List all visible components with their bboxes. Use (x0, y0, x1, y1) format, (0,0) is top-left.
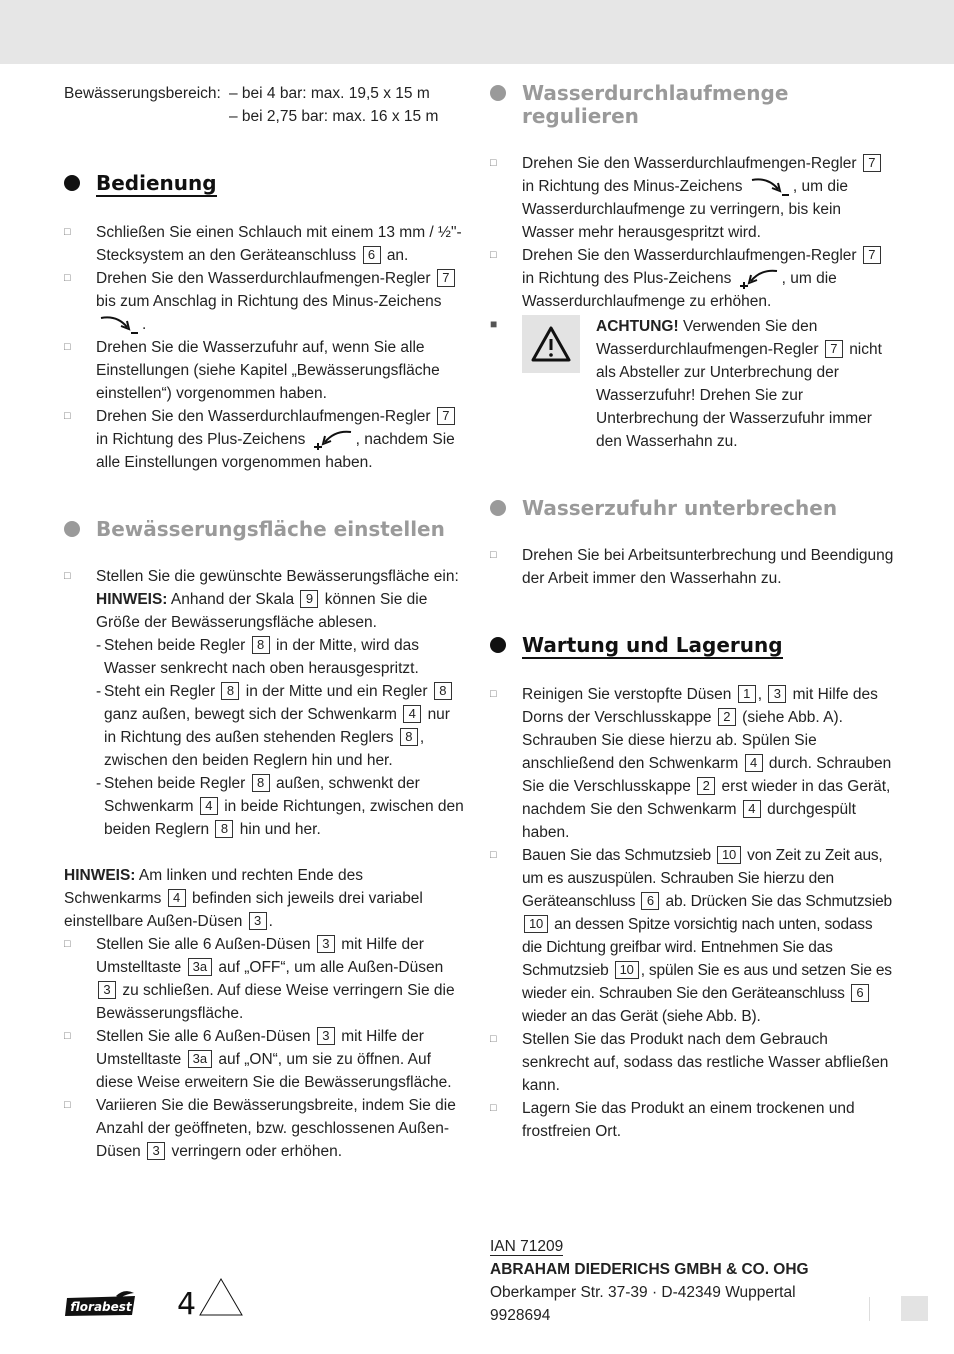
company-street: Oberkamper Str. 37-39 · D-42349 Wuppertal (490, 1284, 796, 1301)
ref-number: 4 (745, 754, 763, 772)
list-item: □ Bauen Sie das Schmutzsieb 10 von Zeit zu Zeit aus, um es auszuspülen. Schrauben Sie hierzu den Geräteanschluss 6 ab. Drücken Sie das Schmutzsieb 10 an dessen Spitze vorsichtig nach unten, sodass die Dichtung greifbar wird. Entnehmen Sie das Schmutzsieb 10 , spülen Sie es aus und setzen Sie es wieder ein. Schrauben Sie den Geräteanschluss 6 wieder an das Gerät (siehe Abb. B). (490, 844, 894, 1028)
ref-number: 8 (400, 728, 418, 746)
ref-number: 3a (188, 1050, 212, 1068)
bullet-icon: □ (64, 341, 71, 353)
ref-number: 3 (317, 1027, 335, 1045)
heading-menge: Wasserdurchlaufmenge regulieren (490, 82, 894, 128)
list-item: □ Drehen Sie den Wasserdurchlaufmengen-Regler 7 in Richtung des Plus-Zeichens , nachdem Sie alle Einstellungen vorgenommen haben. (64, 405, 464, 474)
heading-bedienung: Bedienung (64, 172, 464, 197)
list-item: □ Stellen Sie das Produkt nach dem Gebrauch senkrecht auf, sodass das restliche Wasser abfließen kann. (490, 1028, 894, 1097)
ref-number: 8 (252, 774, 270, 792)
bullet-icon: □ (490, 549, 497, 561)
ref-number: 7 (863, 246, 881, 264)
sub-item: - Stehen beide Regler 8 außen, schwenkt der Schwenkarm 4 in beide Richtungen, zwischen den beiden Reglern 8 hin und her. (96, 775, 464, 838)
list-item: □ Schließen Sie einen Schlauch mit einem 13 mm / ½"- Stecksystem an den Geräteanschluss 6 an. (64, 221, 464, 267)
ian-number: IAN 71209 (490, 1238, 564, 1255)
section-bullet (64, 521, 80, 537)
ref-number: 2 (718, 708, 736, 726)
list-item: □ Reinigen Sie verstopfte Düsen 1 , 3 mit Hilfe des Dorns der Verschlusskappe 2 (siehe Abb. A). Schrauben Sie diese hierzu ab. Spülen Sie anschließend den Schwenkarm 4 durch. Schrauben Sie die Verschlusskappe 2 erst wieder in das Gerät, nachdem Sie den Schwenkarm 4 durchgespült haben. (490, 683, 894, 844)
bullet-icon: □ (490, 688, 497, 700)
heading-unterbrechen: Wasserzufuhr unterbrechen (490, 497, 894, 520)
ref-number: 4 (168, 889, 186, 907)
spec-label: Bewässerungsbereich: (64, 85, 221, 102)
ref-number: 7 (437, 407, 455, 425)
ref-number: 3 (98, 981, 116, 999)
heading-flaeche: Bewässerungsfläche einstellen (64, 518, 464, 541)
spec-value-1: – bei 4 bar: max. 19,5 x 15 m (229, 85, 430, 102)
spec-block (64, 82, 464, 128)
section-bullet (490, 500, 506, 516)
bullet-filled-icon: ■ (490, 317, 498, 331)
list-item: □ Drehen Sie den Wasserdurchlaufmengen-Regler 7 in Richtung des Minus-Zeichens , um die Wasserdurchlaufmenge zu verringern, bis kein Wasser mehr herausgespritzt wird. (490, 152, 894, 244)
ref-number: 10 (524, 915, 548, 933)
heading-wartung: Wartung und Lagerung (490, 634, 894, 659)
minus-direction-arrow-icon (750, 175, 790, 197)
list-item: □ Stellen Sie alle 6 Außen-Düsen 3 mit Hilfe der Umstelltaste 3a auf „OFF“, um alle Außen-Düsen 3 zu schließen. Auf diese Weise verringern Sie die Bewässerungsfläche. (64, 933, 464, 1025)
list-item: □ Variieren Sie die Bewässerungsbreite, indem Sie die Anzahl der geöffneten, bzw. geschlossenen Außen-Düsen 3 verringern oder erhöhen. (64, 1094, 464, 1163)
address-block (490, 1235, 894, 1327)
warning-triangle-icon (522, 315, 580, 373)
florabest-logo (64, 1290, 138, 1318)
ref-number: 10 (717, 846, 741, 864)
ref-number: 3 (317, 935, 335, 953)
ref-number: 7 (825, 340, 843, 358)
ref-number: 6 (641, 892, 659, 910)
spec-values (229, 82, 438, 128)
ref-number: 7 (437, 269, 455, 287)
triangle-icon (199, 1278, 243, 1316)
ref-number: 8 (215, 820, 233, 838)
page-number: 4 (177, 1287, 197, 1322)
warning-item: ■ ACHTUNG! Verwenden Sie den Wasserdurchlaufmengen-Regler 7 nicht als Absteller zur Unterbrechung der Wasserzufuhr! Drehen Sie zur Unterbrechung der Wasserzufuhr immer den Wasserhahn zu. (490, 313, 894, 453)
section-bullet (64, 175, 80, 191)
right-column (490, 82, 894, 1327)
ref-number: 3 (768, 685, 786, 703)
bullet-icon: □ (64, 410, 71, 422)
note-paragraph: HINWEIS: Am linken und rechten Ende des Schwenkarms 4 befinden sich jeweils drei variabel einstellbare Außen-Düsen 3 . (64, 867, 423, 930)
ref-number: 4 (200, 797, 218, 815)
bullet-icon: □ (64, 938, 71, 950)
list-item: □ Lagern Sie das Produkt an einem trockenen und frostfreien Ort. (490, 1097, 894, 1143)
ref-number: 8 (434, 682, 452, 700)
list-item: □ Drehen Sie den Wasserdurchlaufmengen-Regler 7 bis zum Anschlag in Richtung des Minus-Zeichens . (64, 267, 464, 336)
ref-number: 3 (249, 912, 267, 930)
ref-number: 4 (403, 705, 421, 723)
ref-number: 3a (188, 958, 212, 976)
ref-number: 3 (147, 1142, 165, 1160)
ref-number: 2 (697, 777, 715, 795)
section-bullet (490, 637, 506, 653)
bullet-icon: □ (490, 1033, 497, 1045)
company-name: ABRAHAM DIEDERICHS GMBH & CO. OHG (490, 1261, 809, 1278)
list-item: □ Drehen Sie die Wasserzufuhr auf, wenn Sie alle Einstellungen (siehe Kapitel „Bewässerungsfläche einstellen“) vorgenommen haben. (64, 336, 464, 405)
ref-number: 10 (615, 961, 639, 979)
ref-number: 6 (851, 984, 869, 1002)
minus-direction-arrow-icon (99, 313, 139, 335)
ref-number: 9 (300, 590, 318, 608)
svg-text:florabest: florabest (70, 1300, 132, 1314)
ref-number: 8 (221, 682, 239, 700)
list-item: □ Stellen Sie die gewünschte Bewässerungsfläche ein: HINWEIS: Anhand der Skala 9 können Sie die Größe der Bewässerungsfläche ablesen. - Stehen beide Regler 8 in der Mitte, wird das Wasser senkrecht nach oben herausgespritzt. - Steht ein Regler 8 in der Mitte und ein Regler 8 ganz außen, bewegt sich der Schwenkarm 4 nur in Richtung des außen stehenden Reglers 8 , zwischen den beiden Reglern hin und her. - Stehen beide Regler 8 außen, schwenkt der Schwenkarm 4 in beide Richtungen, zwischen den beiden Reglern 8 hin und her. (64, 565, 464, 841)
bullet-icon: □ (64, 226, 71, 238)
ref-number: 4 (743, 800, 761, 818)
bullet-icon: □ (64, 570, 71, 582)
ref-number: 8 (252, 636, 270, 654)
bullet-icon: □ (64, 1030, 71, 1042)
bullet-icon: □ (490, 249, 497, 261)
plus-direction-arrow-icon (739, 267, 779, 289)
section-bullet (490, 85, 506, 101)
bullet-icon: □ (490, 157, 497, 169)
doc-number: 9928694 (490, 1307, 551, 1324)
ref-number: 7 (863, 154, 881, 172)
plus-direction-arrow-icon (313, 428, 353, 450)
left-column (64, 82, 464, 1163)
top-bar (0, 0, 954, 64)
bullet-icon: □ (64, 1099, 71, 1111)
footer-divider (869, 1297, 870, 1321)
footer-square-marker (901, 1296, 928, 1321)
bullet-icon: □ (64, 272, 71, 284)
list-item: □ Drehen Sie bei Arbeitsunterbrechung und Beendigung der Arbeit immer den Wasserhahn zu. (490, 544, 894, 590)
spec-value-2: – bei 2,75 bar: max. 16 x 15 m (229, 108, 439, 125)
bullet-icon: □ (490, 1102, 497, 1114)
ref-number: 6 (363, 246, 381, 264)
sub-item: - Stehen beide Regler 8 in der Mitte, wird das Wasser senkrecht nach oben herausgespritzt. (96, 637, 419, 677)
bullet-icon: □ (490, 849, 497, 861)
ref-number: 1 (738, 685, 756, 703)
list-item: □ Stellen Sie alle 6 Außen-Düsen 3 mit Hilfe der Umstelltaste 3a auf „ON“, um sie zu öffnen. Auf diese Weise erweitern Sie die Bewässerungsfläche. (64, 1025, 464, 1094)
sub-item: - Steht ein Regler 8 in der Mitte und ein Regler 8 ganz außen, bewegt sich der Schwenkarm 4 nur in Richtung des außen stehenden Reglers 8 , zwischen den beiden Reglern hin und her. (96, 683, 450, 769)
list-item: □ Drehen Sie den Wasserdurchlaufmengen-Regler 7 in Richtung des Plus-Zeichens , um die Wasserdurchlaufmenge zu erhöhen. (490, 244, 894, 313)
